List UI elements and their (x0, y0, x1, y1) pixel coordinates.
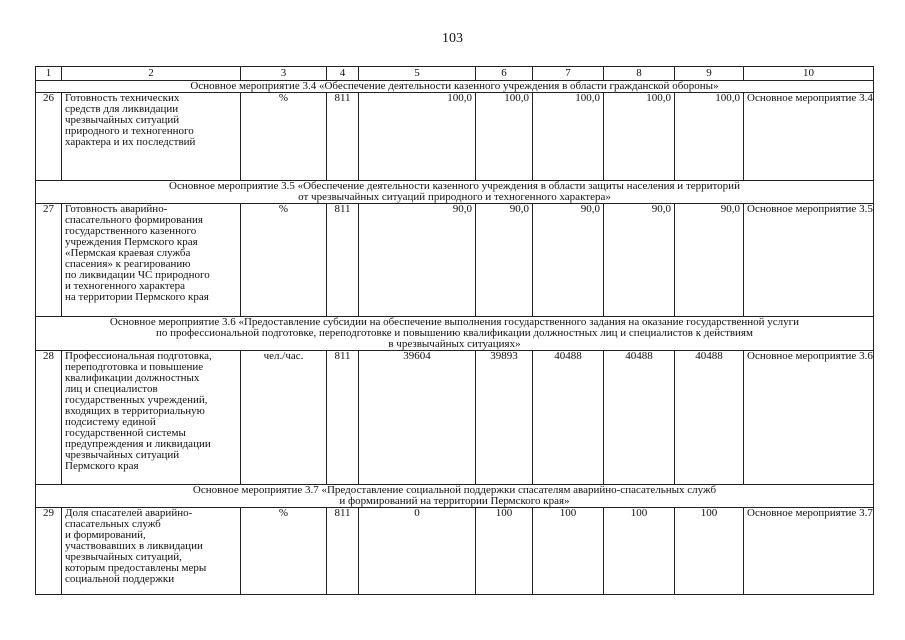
indicator-name-line: средств для ликвидации (65, 103, 179, 115)
code-cell: 811 (327, 204, 359, 317)
section-title-line: от чрезвычайных ситуаций природного и техногенного характера» (298, 191, 611, 203)
indicator-name-line: чрезвычайных ситуаций (65, 449, 180, 461)
column-header: 1 (36, 67, 62, 81)
section-title (36, 181, 874, 204)
indicator-name (62, 508, 241, 595)
column-header: 5 (359, 67, 476, 81)
indicator-name-line: учреждения Пермского края (65, 236, 198, 248)
table-row (36, 351, 874, 485)
column-header: 8 (604, 67, 675, 81)
indicator-name-line: государственного казенного (65, 225, 197, 237)
section-title-line: в чрезвычайных ситуациях» (388, 338, 521, 350)
header-row (36, 67, 874, 81)
unit-cell: % (241, 93, 327, 181)
value-cell: 39604 (359, 351, 476, 485)
section-row (36, 181, 874, 204)
value-cell: 90,0 (533, 204, 604, 317)
section-title-line: Основное мероприятие 3.7 «Предоставление социальной поддержки спасателям аварийно-спасательных служб (192, 484, 717, 496)
section-row (36, 81, 874, 93)
column-header: 10 (744, 67, 874, 81)
unit-cell: % (241, 204, 327, 317)
indicator-name-line: государственной системы (65, 427, 186, 439)
indicator-name-line: на территории Пермского края (65, 291, 209, 303)
indicator-name-line: природного и техногенного (65, 125, 194, 137)
value-cell: 100,0 (675, 93, 744, 181)
value-cell: 90,0 (604, 204, 675, 317)
section-title (36, 81, 874, 93)
indicator-name (62, 93, 241, 181)
value-cell: 90,0 (359, 204, 476, 317)
section-title-line: Основное мероприятие 3.5 «Обеспечение деятельности казенного учреждения в области защиты населения и территорий (169, 180, 740, 192)
code-cell: 811 (327, 508, 359, 595)
section-title (36, 317, 874, 351)
indicator-name-line: участвовавших в ликвидации (65, 540, 203, 552)
section-title-line: Основное мероприятие 3.4 «Обеспечение деятельности казенного учреждения в области гражданской обороны» (190, 80, 719, 92)
indicator-name-line: квалификации должностных (65, 372, 200, 384)
value-cell: 0 (359, 508, 476, 595)
value-cell: 100 (675, 508, 744, 595)
indicator-name-line: Профессиональная подготовка, (65, 350, 212, 362)
code-cell: 811 (327, 351, 359, 485)
unit-cell: % (241, 508, 327, 595)
section-title-line: и формирований на территории Пермского края» (339, 495, 570, 507)
measure-cell: Основное мероприятие 3.6 (744, 351, 874, 485)
value-cell: 40488 (675, 351, 744, 485)
value-cell: 100,0 (476, 93, 533, 181)
indicator-name-line: лиц и специалистов (65, 383, 158, 395)
indicator-name-line: по ликвидации ЧС природного (65, 269, 210, 281)
indicator-name-line: входящих в территориальную (65, 405, 205, 417)
column-header: 9 (675, 67, 744, 81)
indicator-name-line: предупреждения и ликвидации (65, 438, 211, 450)
row-number: 29 (36, 508, 62, 595)
indicator-name-line: чрезвычайных ситуаций, (65, 551, 182, 563)
measure-cell: Основное мероприятие 3.4 (744, 93, 874, 181)
indicator-name-line: Готовность аварийно- (65, 203, 168, 215)
indicator-name-line: «Пермская краевая служба (65, 247, 191, 259)
page-number: 103 (442, 31, 463, 46)
column-header: 3 (241, 67, 327, 81)
table-row (36, 204, 874, 317)
section-title-line: по профессиональной подготовке, переподготовке и повышению квалификации должностных лиц и специалистов к действиям (156, 327, 753, 339)
indicators-table (35, 66, 874, 595)
indicator-name-line: переподготовка и повышение (65, 361, 204, 373)
indicator-name-line: спасения» к реагированию (65, 258, 191, 270)
column-header: 6 (476, 67, 533, 81)
indicator-name-line: и формирований, (65, 529, 146, 541)
column-header: 2 (62, 67, 241, 81)
value-cell: 39893 (476, 351, 533, 485)
indicator-name-line: государственных учреждений, (65, 394, 208, 406)
code-cell: 811 (327, 93, 359, 181)
indicator-name-line: и техногенного характера (65, 280, 185, 292)
indicator-name-line: характера и их последствий (65, 136, 196, 148)
value-cell: 100,0 (359, 93, 476, 181)
value-cell: 100 (604, 508, 675, 595)
value-cell: 40488 (604, 351, 675, 485)
value-cell: 100,0 (604, 93, 675, 181)
section-title (36, 485, 874, 508)
unit-cell: чел./час. (241, 351, 327, 485)
row-number: 27 (36, 204, 62, 317)
value-cell: 40488 (533, 351, 604, 485)
value-cell: 100 (476, 508, 533, 595)
value-cell: 90,0 (675, 204, 744, 317)
measure-cell: Основное мероприятие 3.5 (744, 204, 874, 317)
section-row (36, 485, 874, 508)
section-row (36, 317, 874, 351)
table-row (36, 93, 874, 181)
column-header: 4 (327, 67, 359, 81)
indicator-name (62, 351, 241, 485)
indicator-name-line: подсистему единой (65, 416, 156, 428)
value-cell: 100,0 (533, 93, 604, 181)
indicator-name-line: Доля спасателей аварийно- (65, 507, 193, 519)
indicator-name-line: спасательных служб (65, 518, 161, 530)
row-number: 28 (36, 351, 62, 485)
indicator-name-line: чрезвычайных ситуаций (65, 114, 180, 126)
section-title-line: Основное мероприятие 3.6 «Предоставление субсидии на обеспечение выполнения государственного задания на оказание государственной услуги (109, 316, 800, 328)
value-cell: 90,0 (476, 204, 533, 317)
indicator-name-line: которым предоставлены меры (65, 562, 207, 574)
column-header: 7 (533, 67, 604, 81)
indicator-name (62, 204, 241, 317)
indicator-name-line: Пермского края (65, 460, 139, 472)
measure-cell: Основное мероприятие 3.7 (744, 508, 874, 595)
indicator-name-line: спасательного формирования (65, 214, 203, 226)
table-row (36, 508, 874, 595)
row-number: 26 (36, 93, 62, 181)
indicator-name-line: Готовность технических (65, 92, 180, 104)
indicator-name-line: социальной поддержки (65, 573, 175, 585)
value-cell: 100 (533, 508, 604, 595)
